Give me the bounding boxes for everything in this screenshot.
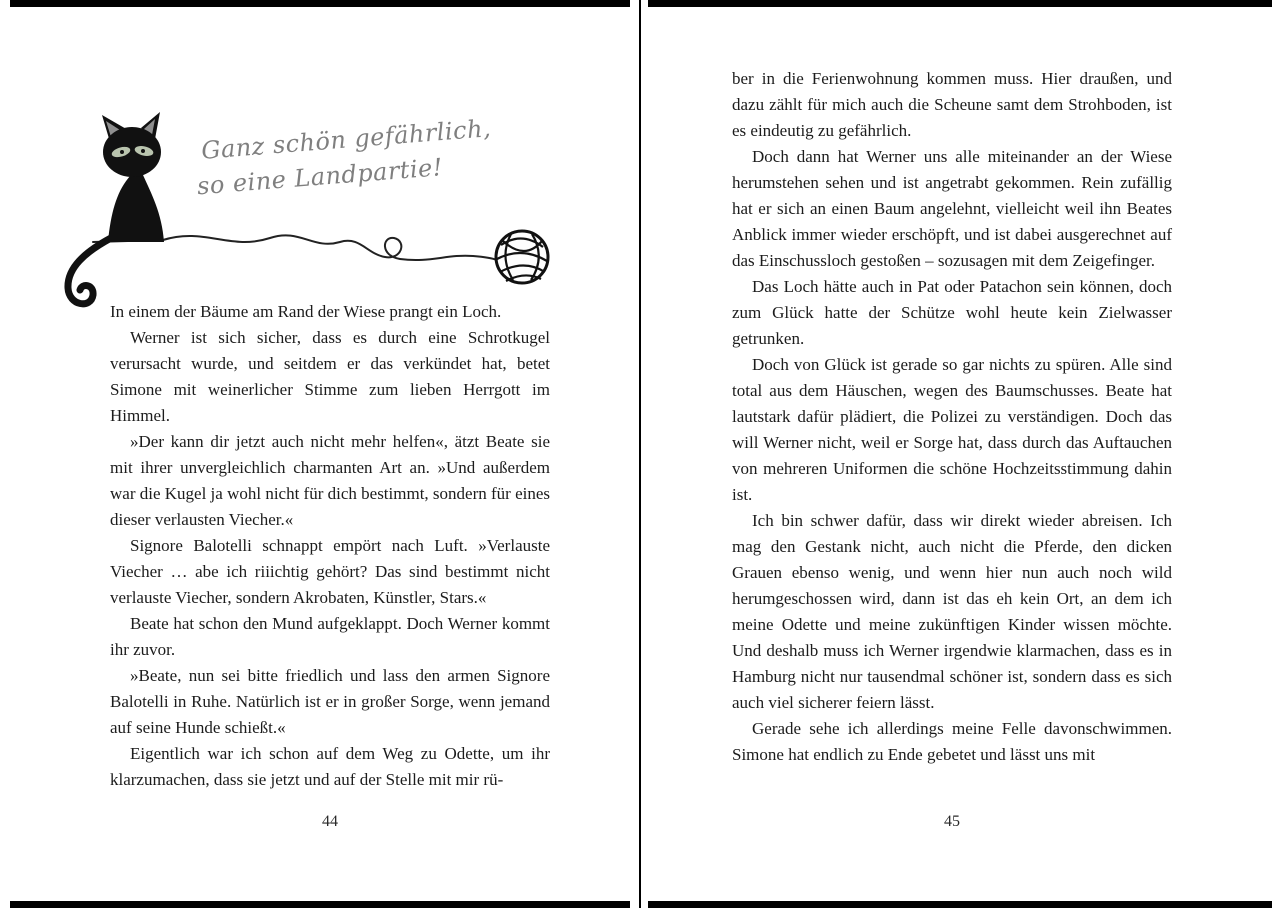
paragraph: Das Loch hätte auch in Pat oder Patachon sein können, doch zum Glück hatte der Schütze wohl heute kein Zielwasser getrunken. [732,277,1172,348]
paragraph: Doch dann hat Werner uns alle miteinander an der Wiese herumstehen sehen und ist angetrabt gekommen. Rein zufällig hat er sich an einen Baum angelehnt, vielleicht weil ihn Beates Anblick immer wieder erschöpft, und ist dabei ausgerechnet auf das Einschussloch gestoßen – sozusagen mit dem Zeigefinger. [732,147,1172,270]
paragraph: ber in die Ferienwohnung kommen muss. Hier draußen, und dazu zählt für mich auch die Scheune samt dem Strohboden, ist es eindeutig zu gefährlich. [732,69,1172,140]
paragraph: Doch von Glück ist gerade so gar nichts zu spüren. Alle sind total aus dem Häuschen, wegen des Baumschusses. Beate hat lautstark dafür plädiert, die Polizei zu verständigen. Doch das will Werner nicht, weil er Sorge hat, dass durch das Auftauchen von mehreren Uniformen die schöne Hochzeitsstimmung dahin ist. [732,355,1172,504]
paragraph: »Beate, nun sei bitte friedlich und lass den armen Signore Balotelli in Ruhe. Natürlich ist er in großer Sorge, wenn jemand auf seine Hunde schießt.« [110,666,550,737]
chapter-heading-line1: Ganz schön gefährlich, [200,114,493,165]
right-page-text [732,66,1172,768]
paragraph: Eigentlich war ich schon auf dem Weg zu Odette, um ihr klarzumachen, dass sie jetzt und auf der Stelle mit mir rü- [110,744,550,789]
paragraph: Signore Balotelli schnappt empört nach Luft. »Verlauste Viecher … abe ich riiichtig gehört? Das sind bestimmt nicht verlauste Viecher, sondern Akrobaten, Künstler, Stars.« [110,536,550,607]
paragraph: In einem der Bäume am Rand der Wiese prangt ein Loch. [110,302,502,321]
paragraph: Beate hat schon den Mund aufgeklappt. Doch Werner kommt ihr zuvor. [110,614,550,659]
paragraph: Werner ist sich sicher, dass es durch eine Schrotkugel verursacht wurde, und seitdem er das verkündet hat, betet Simone mit weinerlicher Stimme zum lieben Herrgott im Himmel. [110,328,550,425]
page-left [0,0,639,908]
black-cat-icon [68,112,164,304]
paragraph: »Der kann dir jetzt auch nicht mehr helfen«, ätzt Beate sie mit ihrer unvergleichlich charmanten Art an. »Und außerdem war die Kugel ja wohl nicht für dich bestimmt, sondern für eines dieser verlausten Viecher.« [110,432,550,529]
left-page-number: 44 [322,813,338,830]
left-page-text [110,299,550,793]
right-page-number: 45 [944,813,960,830]
paragraph: Gerade sehe ich allerdings meine Felle davonschwimmen. Simone hat endlich zu Ende gebetet und lässt uns mit [732,719,1172,764]
page-right [641,0,1280,908]
yarn-ball-icon [496,231,548,283]
paragraph: Ich bin schwer dafür, dass wir direkt wieder abreisen. Ich mag den Gestank nicht, auch nicht die Pferde, den dicken Grauen ebenso wenig, und wenn hier nun auch noch wild herumgeschossen wird, dann ist das eh kein Ort, an dem ich meine Odette und meine zukünftigen Kinder wissen möchte. Und deshalb muss ich Werner irgendwie klarmachen, dass es in Hamburg nicht nur tausendmal schöner ist, sondern dass es sich auch viel sicherer feiern lässt. [732,511,1172,712]
chapter-heading-line2: so eine Landpartie! [196,153,444,201]
